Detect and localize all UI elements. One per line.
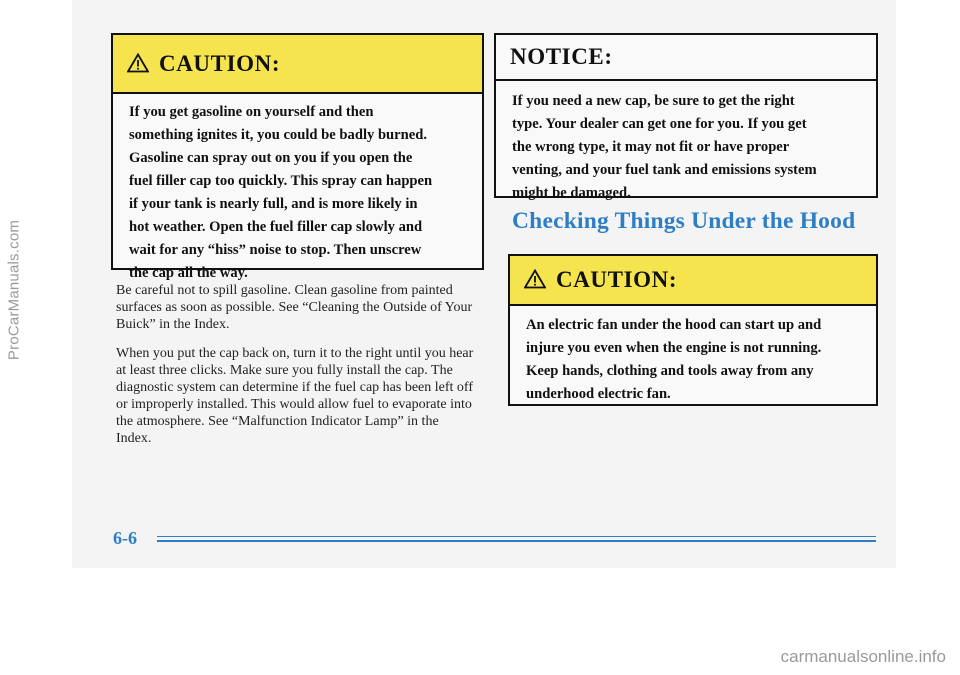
notice-line: might be damaged. — [512, 185, 631, 201]
caution-line: something ignites it, you could be badly burned. — [129, 127, 428, 143]
caution-box-fuel — [111, 33, 484, 281]
caution-line: fuel filler cap too quickly. This spray can happen — [129, 173, 433, 189]
caution-line: the cap all the way. — [129, 265, 248, 281]
warning-triangle-icon — [524, 269, 546, 289]
footer-rule — [157, 540, 876, 542]
warning-triangle-icon — [127, 53, 149, 73]
caution-heading: CAUTION: — [556, 267, 678, 292]
caution-line: If you get gasoline on yourself and then — [129, 104, 374, 120]
notice-line: type. Your dealer can get one for you. If you get — [512, 116, 807, 132]
paragraph: Be careful not to spill gasoline. Clean gasoline from painted surfaces as soon as possible. See “Cleaning the Outside of Your Buick” in the Index. — [116, 283, 473, 332]
page-number: 6-6 — [113, 528, 137, 548]
caution-text — [113, 94, 482, 285]
notice-line: venting, and your fuel tank and emissions system — [512, 162, 817, 178]
notice-line: the wrong type, it may not fit or have proper — [512, 139, 790, 155]
footer-rule — [157, 536, 876, 537]
body-text — [116, 282, 476, 459]
caution-line: An electric fan under the hood can start up and — [526, 317, 822, 333]
notice-header — [496, 35, 876, 81]
notice-box — [494, 33, 878, 201]
section-title: Checking Things Under the Hood — [512, 208, 856, 234]
caution-text — [510, 306, 876, 406]
caution-line: wait for any “hiss” noise to stop. Then unscrew — [129, 242, 422, 258]
caution-line: hot weather. Open the fuel filler cap slowly and — [129, 219, 423, 235]
caution-heading: CAUTION: — [159, 50, 281, 76]
caution-line: underhood electric fan. — [526, 386, 671, 402]
caution-line: Gasoline can spray out on you if you open the — [129, 150, 413, 166]
caution-box-fan — [508, 254, 878, 406]
caution-line: Keep hands, clothing and tools away from any — [526, 363, 814, 379]
caution-line: if your tank is nearly full, and is more likely in — [129, 196, 418, 212]
bottom-watermark: carmanualsonline.info — [780, 647, 946, 666]
caution-line: injure you even when the engine is not running. — [526, 340, 822, 356]
notice-line: If you need a new cap, be sure to get the right — [512, 93, 795, 109]
caution-header — [113, 35, 482, 94]
caution-header — [510, 256, 876, 306]
side-watermark: ProCarManuals.com — [5, 219, 23, 361]
notice-text — [496, 81, 876, 205]
paragraph: When you put the cap back on, turn it to the right until you hear at least three clicks. Make sure you fully install the cap. The diagnostic system can determine if the fuel cap has been left off or improperly installed. This would allow fuel to evaporate into the atmosphere. See “Malfunction Indicator Lamp” in the Index. — [116, 346, 474, 446]
notice-heading: NOTICE: — [510, 44, 613, 69]
